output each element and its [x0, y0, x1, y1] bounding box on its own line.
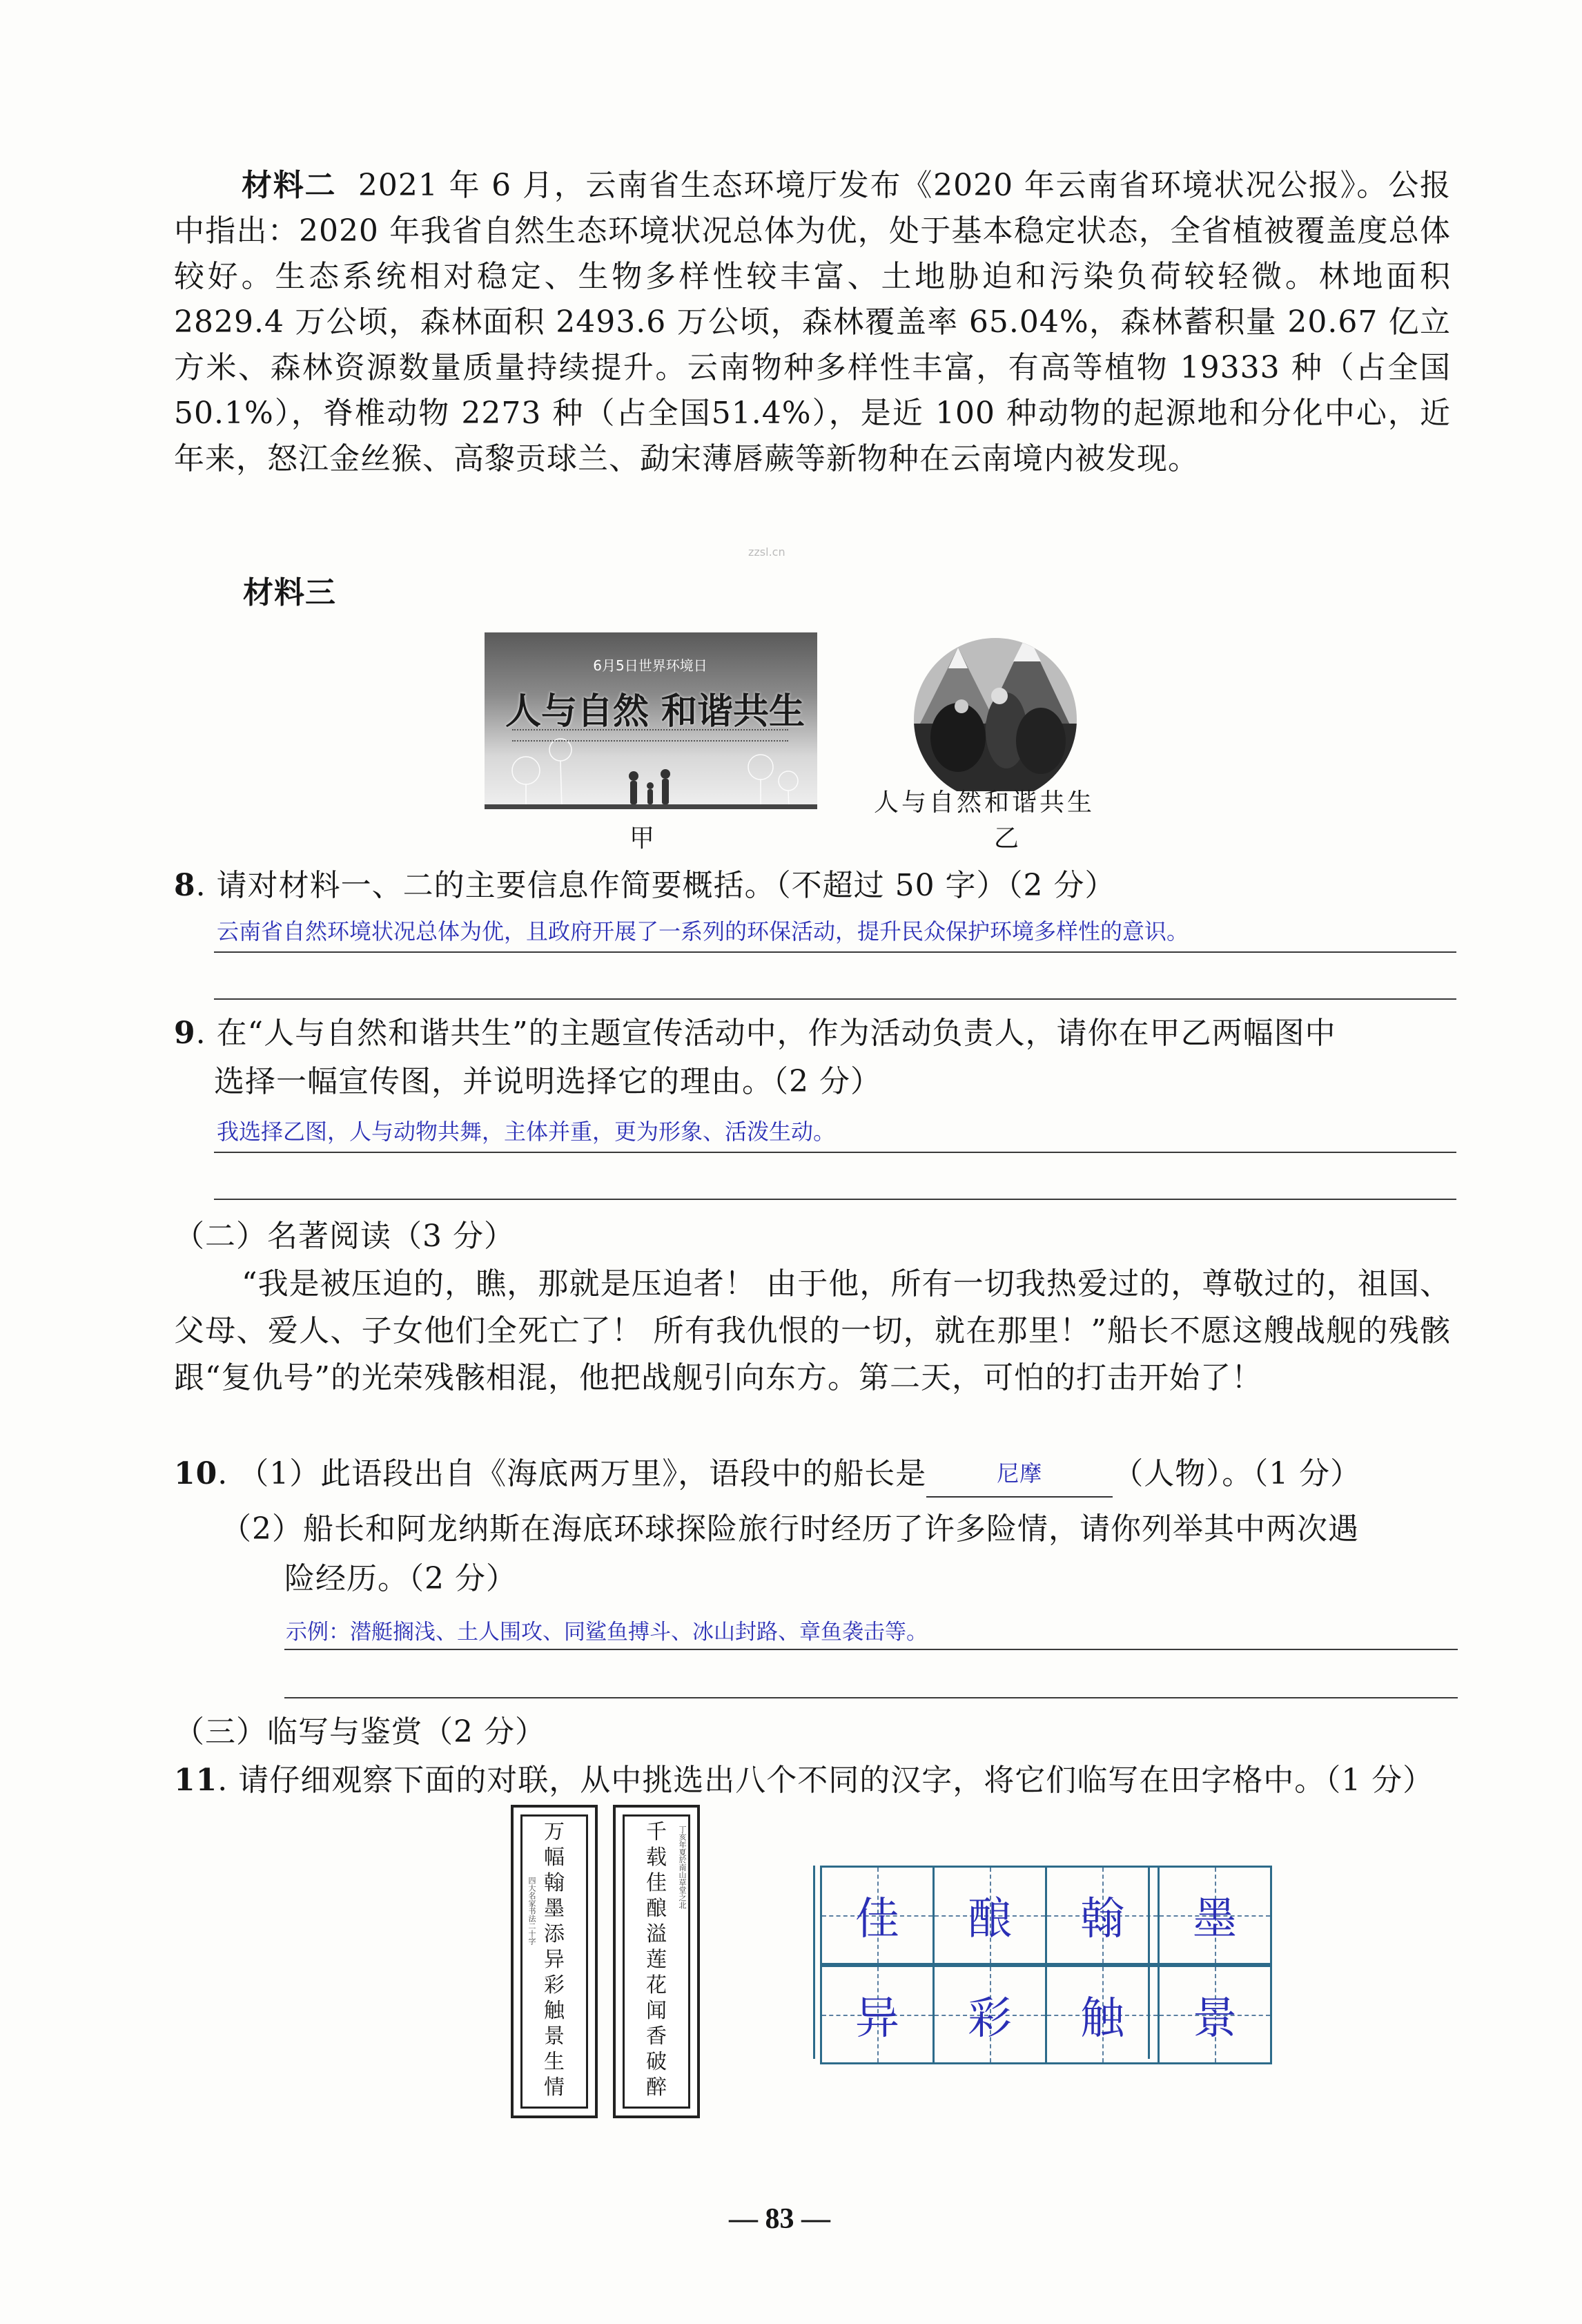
q9-answer: 我选择乙图，人与动物共舞，主体并重，更为形象、活泼生动。 [217, 1119, 836, 1145]
couplet-right-scroll [613, 1805, 700, 2118]
couplet-char: 生 [544, 2050, 565, 2074]
grid-cell-char: 墨 [1193, 1894, 1237, 1945]
couplet-char: 莲 [646, 1948, 667, 1972]
poster-b-illustration [896, 620, 1095, 791]
couplet-char: 佳 [646, 1871, 667, 1895]
q10-answer-line-1 [284, 1649, 1458, 1650]
q8-answer-line-2 [214, 998, 1456, 1000]
couplet-char: 酿 [646, 1897, 667, 1921]
couplet-char: 花 [646, 1973, 667, 1997]
couplet-char: 异 [544, 1948, 565, 1972]
poster-a-image [485, 632, 817, 809]
grid-margin-left [813, 1866, 821, 2059]
q9-answer-line-2 [214, 1199, 1456, 1200]
poster-b-caption: 乙 [994, 824, 1019, 853]
grid-cell-char: 景 [1193, 1993, 1237, 2044]
q10-number: 10 [174, 1456, 218, 1491]
couplet-char: 千 [646, 1820, 667, 1844]
page-number: — 83 — [729, 2203, 830, 2235]
q10-answer-line-2 [284, 1697, 1458, 1698]
practice-grid-row-1 [820, 1866, 1270, 1965]
q10-answer: 示例：潜艇搁浅、土人围攻、同鲨鱼搏斗、冰山封路、章鱼袭击等。 [286, 1620, 928, 1645]
q10-part1-after: （人物）。（1 分） [1113, 1456, 1362, 1491]
couplet-char: 溢 [646, 1922, 667, 1946]
couplet-right-inscription: 丁亥年夏於南山草堂之北 [678, 1826, 687, 1909]
q8-answer-line-1 [214, 951, 1456, 953]
section2-title: （二）名著阅读（3 分） [174, 1219, 515, 1254]
material2-paragraph [174, 163, 1451, 482]
couplet-char: 墨 [544, 1897, 565, 1921]
q9-text-line2: 选择一幅宣传图，并说明选择它的理由。（2 分） [214, 1064, 881, 1099]
grid-cell[interactable] [820, 1965, 935, 2064]
practice-grid [813, 1866, 1237, 2059]
poster-a-caption: 甲 [629, 824, 655, 853]
q9-question-line1 [174, 1011, 1336, 1056]
q8-answer: 云南省自然环境状况总体为优，且政府开展了一系列的环保活动，提升民众保护环境多样性的意识。 [217, 918, 1189, 945]
couplet-char: 彩 [544, 1973, 565, 1997]
couplet-right-chars [646, 1819, 667, 2100]
q10-part1 [174, 1451, 1361, 1500]
section2-passage: “我是被压迫的，瞧，那就是压迫者！ 由于他，所有一切我热爱过的，尊敬过的，祖国、父母、爱人、子女他们全死亡了！ 所有我仇恨的一切，就在那里！”船长不愿这艘战舰的残骸跟“复仇号”的光荣残骸相混，他把战舰引向东方。第二天，可怕的打击开始了！ [174, 1266, 1451, 1395]
q10-part1-answer: 尼摩 [997, 1460, 1043, 1487]
watermark: zzsl.cn [748, 545, 785, 559]
couplet-char: 情 [544, 2075, 565, 2100]
couplet-char: 闻 [646, 1999, 667, 2023]
poster-a-title-right: 和谐共生 [661, 691, 805, 733]
q9-number: 9 [174, 1016, 196, 1051]
q11-text: . 请仔细观察下面的对联，从中挑选出八个不同的汉字，将它们临写在田字格中。（1 分） [217, 1763, 1434, 1798]
grid-cell[interactable] [932, 1965, 1047, 2064]
practice-grid-row-2 [820, 1965, 1270, 2064]
grid-cell[interactable] [1158, 1965, 1272, 2064]
couplet-char: 万 [544, 1820, 565, 1844]
q10-blank [926, 1449, 1113, 1498]
couplet-left-scroll [511, 1805, 598, 2118]
couplet-char: 景 [544, 2024, 565, 2049]
q10-part1-before: . （1）此语段出自《海底两万里》，语段中的船长是 [217, 1456, 927, 1491]
grid-margin-right [1142, 1866, 1150, 2059]
couplet-char: 破 [646, 2050, 667, 2074]
couplet-char: 触 [544, 1999, 565, 2023]
grid-cell-char: 翰 [1080, 1894, 1124, 1945]
couplet-char: 载 [646, 1846, 667, 1870]
material2-label: 材料二 [242, 168, 337, 203]
q11-question [174, 1758, 1434, 1803]
family-silhouette-icon [629, 769, 670, 804]
grid-cell[interactable] [820, 1866, 935, 1965]
couplet-char: 添 [544, 1922, 565, 1946]
poster-a-top-text: 6月5日世界环境日 [593, 657, 707, 674]
grid-cell-char: 酿 [968, 1894, 1012, 1945]
q8-question [174, 863, 1116, 909]
grid-cell-char: 触 [1080, 1993, 1124, 2044]
section3-title: （三）临写与鉴赏（2 分） [174, 1714, 546, 1750]
q8-number: 8 [174, 868, 196, 903]
material2-text: 2021 年 6 月，云南省生态环境厅发布《2020 年云南省环境状况公报》。公报中指出：2020 年我省自然生态环境状况总体为优，处于基本稳定状态，全省植被覆盖度总体较好。生态系统相对稳定、生物多样性较丰富、土地胁迫和污染负荷较轻微。林地面积 2829.4 万公顷，森林面积 2493.6 万公顷，森林覆盖率 65.04%，森林蓄积量 20.67 亿立方米、森林资源数量质量持续提升。云南物种多样性丰富，有高等植物 19333 种（占全国 50.1%），脊椎动物 2273 种（占全国51.4%），是近 100 种动物的起源地和分化中心，近年来，怒江金丝猴、高黎贡球兰、勐宋薄唇蕨等新物种在云南境内被发现。 [174, 168, 1451, 476]
q9-answer-line-1 [214, 1152, 1456, 1153]
grid-cell[interactable] [1158, 1866, 1272, 1965]
poster-a-fine-print [512, 729, 788, 742]
couplet-char: 醉 [646, 2075, 667, 2100]
q8-text: . 请对材料一、二的主要信息作简要概括。（不超过 50 字）（2 分） [195, 868, 1116, 903]
grid-cell-char: 异 [855, 1993, 899, 2044]
dandelion-icon [512, 739, 798, 809]
poster-a-title-left: 人与自然 [505, 691, 650, 733]
couplet-char: 幅 [544, 1846, 565, 1870]
couplet-char: 香 [646, 2024, 667, 2049]
material3-label: 材料三 [243, 575, 336, 610]
q9-text-line1: . 在“人与自然和谐共生”的主题宣传活动中，作为活动负责人，请你在甲乙两幅图中 [195, 1016, 1336, 1051]
couplet-left-inscription: 四大名家书法二十字 [527, 1877, 536, 1945]
q10-part2-line1: （2）船长和阿龙纳斯在海底环球探险旅行时经历了许多险情，请你列举其中两次遇 [221, 1511, 1359, 1547]
grid-cell-char: 佳 [855, 1894, 899, 1945]
q10-part2-line2: 险经历。（2 分） [284, 1561, 517, 1596]
grid-cell-char: 彩 [968, 1993, 1012, 2044]
couplet-char: 翰 [544, 1871, 565, 1895]
q11-number: 11 [174, 1763, 218, 1798]
grid-cell[interactable] [932, 1866, 1047, 1965]
couplet-left-chars [544, 1819, 565, 2100]
poster-b-image [896, 620, 1095, 791]
poster-b-slogan: 人与自然和谐共生 [874, 788, 1095, 817]
